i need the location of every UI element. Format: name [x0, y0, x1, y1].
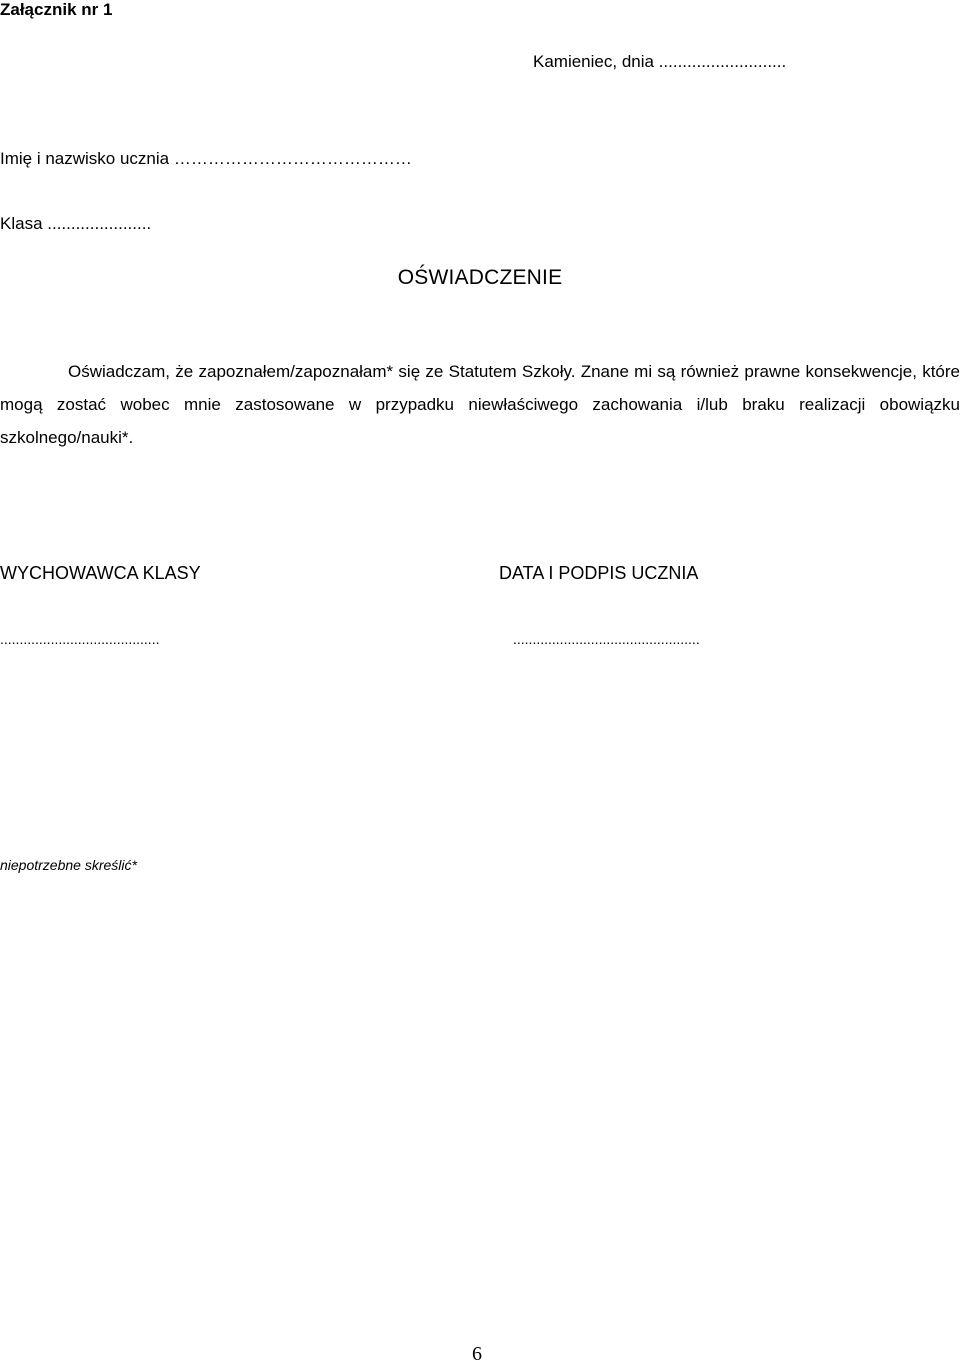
student-signature-label: DATA I PODPIS UCZNIA [499, 563, 699, 583]
class-teacher-signature-line: ......................................... [0, 631, 160, 647]
declaration-paragraph: Oświadczam, że zapoznałem/zapoznałam* się ze Statutem Szkoły. Znane mi są również prawne konsekwencje, które mogą zostać wobec mnie zastosowane w przypadku niewłaściwego zachowania i/lub braku realizacji obowiązku szkolnego/nauki*. [0, 362, 960, 447]
student-signature-line: ................................................ [513, 631, 700, 647]
class-field: Klasa ...................... [0, 214, 152, 233]
place-date-line: Kamieniec, dnia ........................... [533, 52, 787, 71]
class-teacher-label: WYCHOWAWCA KLASY [0, 563, 201, 583]
document-title: OŚWIADCZENIE [397, 266, 563, 289]
attachment-title: Załącznik nr 1 [0, 0, 113, 19]
student-name-field: Imię i nazwisko ucznia …………………………………… [0, 149, 412, 168]
page-number: 6 [472, 1343, 482, 1365]
footnote: niepotrzebne skreślić* [0, 857, 137, 873]
